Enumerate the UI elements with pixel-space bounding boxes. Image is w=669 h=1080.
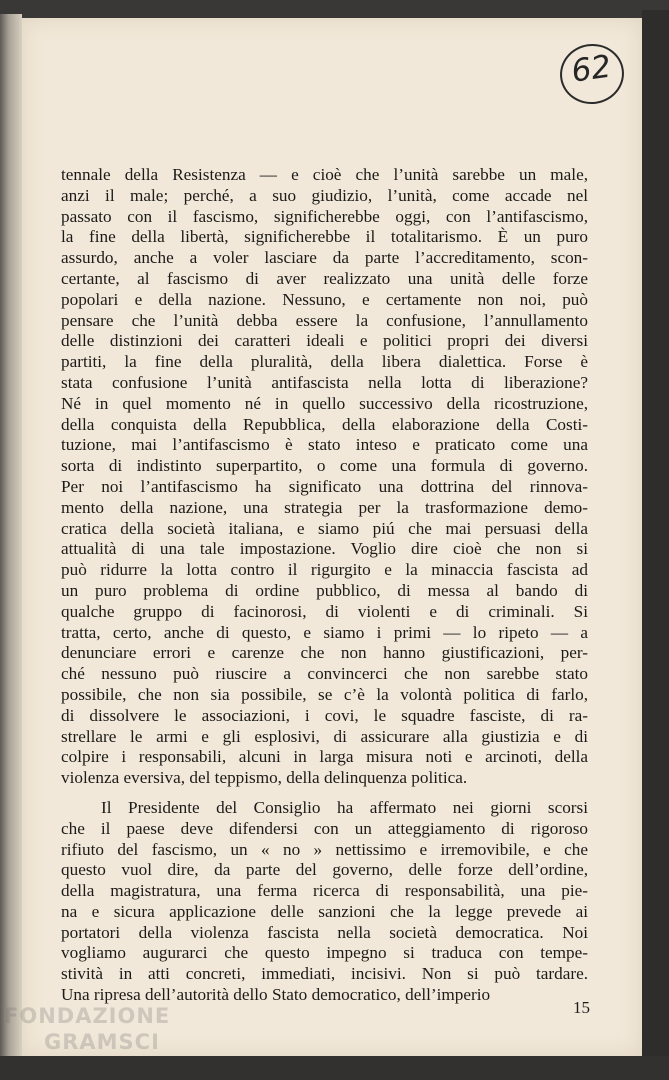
- text-line: assurdo, anche a voler lasciare da parte l’accreditamento, scon-: [61, 248, 588, 268]
- text-line: può ridurre la lotta contro il rigurgito e la minaccia fascista ad: [61, 560, 588, 580]
- text-line: strellare le armi e gli esplosivi, di assicurare alla giustizia e di: [61, 726, 588, 746]
- text-line: rifiuto del fascismo, un « no » nettissimo e irremovibile, e che: [61, 839, 588, 859]
- text-line: stività in atti concreti, immediati, incisivi. Non si può tardare.: [61, 964, 588, 984]
- text-line: tennale della Resistenza — e cioè che l’unità sarebbe un male,: [61, 165, 588, 184]
- text-line: attualità di una tale impostazione. Voglio dire cioè che non si: [61, 539, 588, 559]
- text-line: anzi il male; perché, a suo giudizio, l’unità, come accade nel: [61, 185, 588, 205]
- body-text: [61, 165, 588, 1006]
- paragraph-1: [61, 165, 588, 789]
- right-background: [642, 10, 669, 1080]
- watermark-line-2: GRAMSCI: [44, 1030, 160, 1054]
- text-line: passato con il fascismo, significherebbe oggi, con l’antifascismo,: [61, 206, 588, 226]
- text-line: questo vuol dire, da parte del governo, delle forze dell’ordine,: [61, 860, 588, 880]
- text-line: la fine della libertà, significherebbe il totalitarismo. È un puro: [61, 227, 588, 247]
- watermark-line-1: FONDAZIONE: [4, 1004, 171, 1028]
- book-spine-shadow: [0, 14, 22, 1080]
- text-line: vogliamo augurarci che questo impegno si traduca con tempe-: [61, 943, 588, 963]
- text-line: Il Presidente del Consiglio ha affermato nei giorni scorsi: [101, 797, 588, 817]
- text-line: pensare che l’unità debba essere la confusione, l’annullamento: [61, 310, 588, 330]
- text-line: mento della nazione, una strategia per la trasformazione demo-: [61, 497, 588, 517]
- text-line: Né in quel momento né in quello successivo della ricostruzione,: [61, 393, 588, 413]
- text-line: tratta, certo, anche di questo, e siamo i primi — lo ripeto — a: [61, 622, 588, 642]
- text-line: della magistratura, una ferma ricerca di responsabilità, una pie-: [61, 881, 588, 901]
- text-line: tuzione, mai l’antifascismo è stato inteso e praticato come una: [61, 435, 588, 455]
- text-line: partiti, la fine della pluralità, della libera dialettica. Forse è: [61, 352, 588, 372]
- text-line: certante, al fascismo di aver realizzato una unità delle forze: [61, 268, 588, 288]
- paragraph-gap: [61, 789, 588, 798]
- text-line: che il paese deve difendersi con un atteggiamento di rigoroso: [61, 818, 588, 838]
- text-line: di dissolvere le associazioni, i covi, le squadre fasciste, di ra-: [61, 705, 588, 725]
- text-line: un puro problema di ordine pubblico, di messa al bando di: [61, 580, 588, 600]
- page-number: 15: [573, 998, 590, 1017]
- text-line: portatori della violenza fascista nella società democratica. Noi: [61, 922, 588, 942]
- text-line: na e sicura applicazione delle sanzioni che la legge prevede ai: [61, 901, 588, 921]
- text-line: colpire i responsabili, alcuni in larga misura noti e arcinoti, della: [61, 747, 588, 767]
- text-line: qualche gruppo di facinorosi, di violenti e di criminali. Si: [61, 601, 588, 621]
- text-line: popolari e della nazione. Nessuno, e certamente non noi, può: [61, 289, 588, 309]
- text-line: stata confusione l’unità antifascista nella lotta di liberazione?: [61, 372, 588, 392]
- text-line: della conquista della Repubblica, della elaborazione della Costi-: [61, 414, 588, 434]
- text-line: denunciare errori e carenze che non hanno giustificazioni, per-: [61, 643, 588, 663]
- text-line: Per noi l’antifascismo ha significato una dottrina del rinnova-: [61, 476, 588, 496]
- text-line: violenza eversiva, del teppismo, della delinquenza politica.: [61, 768, 468, 788]
- text-line: ché nessuno può riuscire a convincerci che non sarebbe stato: [61, 664, 588, 684]
- watermark-logo: [4, 1003, 204, 1055]
- bottom-background: [0, 1056, 669, 1080]
- text-line: Una ripresa dell’autorità dello Stato democratico, dell’imperio: [61, 985, 491, 1005]
- text-line: sorta di indistinto superpartito, o come una formula di governo.: [61, 456, 588, 476]
- text-line: cratica della società italiana, e siamo piú che mai persuasi della: [61, 518, 588, 538]
- text-line: delle distinzioni dei caratteri ideali e politici propri dei diversi: [61, 331, 588, 351]
- stamp-number: 62: [569, 48, 614, 90]
- text-line: possibile, che non sia possibile, se c’è la volontà politica di farlo,: [61, 684, 588, 704]
- paragraph-2: [61, 798, 588, 1006]
